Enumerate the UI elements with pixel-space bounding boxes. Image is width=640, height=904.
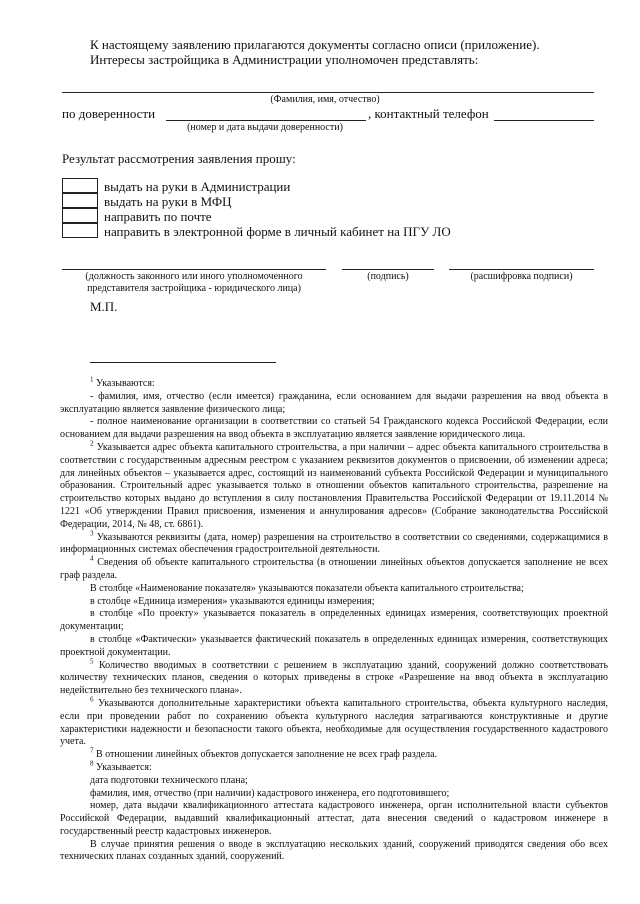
proxy-field[interactable]	[166, 120, 366, 121]
decode-caption: (расшифровка подписи)	[470, 271, 573, 282]
stamp-mark: М.П.	[90, 299, 118, 314]
signature-caption: (подпись)	[367, 271, 409, 282]
option-label-mfc: выдать на руки в МФЦ	[104, 194, 232, 209]
footnote-2: $^2$ Указывается адрес объекта капитального строительства, а при наличии – адрес объекта капитального строительства в соответствии с государственным адресным реестром с указанием реквизитов документов о присвоении, об изменении адреса; для линейных объектов – указывается адрес, состоящий из наименований субъекта Российской Федерации и муниципального образования. Строительный адрес указывается только в отношении объектов капитального строительства, разрешение на строительство которых выдано до вступления в силу постановления Правительства Российской Федерации от 19.11.2014 № 1221 «Об утверждении Правил присвоения, изменения и аннулирования адресов» (Собрание законодательства Российской Федерации, 2014, № 48, ст. 6861).	[60, 439, 609, 530]
representative-intro: Интересы застройщика в Администрации уполномочен представлять:	[90, 52, 479, 67]
footnote-separator	[90, 362, 276, 363]
name-caption: (Фамилия, имя, отчество)	[270, 94, 380, 105]
representative-name-field[interactable]	[62, 92, 594, 93]
attachments-note: К настоящему заявлению прилагаются документы согласно описи (приложение).	[90, 37, 540, 52]
footnote-3: $^3$ Указываются реквизиты (дата, номер) разрешения на строительство в соответствии со сведениями, содержащимися в информационных системах обеспечения градостроительной деятельности.	[60, 529, 609, 556]
footnote-6: $^6$ Указываются дополнительные характеристики объекта капитального строительства, объекта культурного наследия, если при проведении работ по сохранению объекта культурного наследия затрагиваются конструктивные и другие характеристики надежности и безопасности такого объекта, необходимые для осуществления государственного кадастрового учета.	[60, 695, 609, 748]
option-checkbox-administration[interactable]	[62, 178, 98, 193]
position-caption: (должность законного или иного уполномоченного представителя застройщика - юридического лица)	[85, 271, 303, 294]
footnote-1: $^1$ Указываются:	[90, 375, 155, 389]
option-checkbox-online[interactable]	[62, 223, 98, 238]
phone-field[interactable]	[494, 120, 594, 121]
signature-decode-field[interactable]	[449, 269, 594, 270]
footnote-4: $^4$ Сведения об объекте капитального строительства (в отношении линейных объектов допускается заполнение не всех граф раздела.	[60, 554, 609, 581]
position-field[interactable]	[62, 269, 326, 270]
option-label-online: направить в электронной форме в личный кабинет на ПГУ ЛО	[104, 224, 451, 239]
footnote-8: $^8$ Указывается:	[90, 759, 152, 773]
option-label-administration: выдать на руки в Администрации	[104, 179, 291, 194]
option-label-mail: направить по почте	[104, 209, 212, 224]
proxy-label: по доверенности	[62, 106, 156, 121]
proxy-caption: (номер и дата выдачи доверенности)	[187, 122, 343, 133]
option-checkbox-mfc[interactable]	[62, 193, 98, 208]
footnotes: $^1$ Указываются: - фамилия, имя, отчество (если имеется) гражданина, если основанием для выдачи разрешения на ввод объекта в эксплуатацию является заявление физического лица; - полное наименование организации в соответствии со статьей 54 Гражданского кодекса Российской Федерации, если основанием для выдачи разрешения на ввод объекта в эксплуатацию является заявление юридического лица. $^2$ Указывается адрес объекта капитального строительства, а при наличии – адрес объекта капитального строительства в соответствии с государственным адресным реестром с указанием реквизитов документов о присвоении, об изменении адреса; для линейных объектов – указывается адрес, состоящий из наименований субъекта Российской Федерации и муниципального образования. Строительный адрес указывается только в отношении объектов капитального строительства, разрешение на строительство которых выдано до вступления в силу постановления Правительства Российской Федерации от 19.11.2014 № 1221 «Об утверждении Правил присвоения, изменения и аннулирования адресов» (Собрание законодательства Российской Федерации, 2014, № 48, ст. 6861). $^3$ Указываются реквизиты (дата, номер) разрешения на строительство в соответствии со сведениями, содержащимися в информационных системах обеспечения градостроительной деятельности. $^4$ Сведения об объекте капитального строительства (в отношении линейных объектов допускается заполнение не всех граф раздела. В столбце «Наименование показателя» указываются показатели объекта капитального строительства; в столбце «Единица измерения» указываются единицы измерения; в столбце «По проекту» указывается показатель в определенных единицах измерения, соответствующих проектной документации; в столбце «Фактически» указывается фактический показатель в определенных единицах измерения, соответствующих проектной документации. $^5$ Количество вводимых в соответствии с решением в эксплуатацию зданий, сооружений должно соответствовать количеству технических планов, сведения о которых приведены в строке «Разрешение на ввод объекта в эксплуатацию недействительно без технического плана». $^6$ Указываются дополнительные характеристики объекта капитального строительства, объекта культурного наследия, если при проведении работ по сохранению объекта культурного наследия затрагиваются конструктивные и другие характеристики надежности и безопасности такого объекта, необходимые для осуществления государственного кадастрового учета. $^7$ В отношении линейных объектов допускается заполнение не всех граф раздела. $^8$ Указывается: дата подготовки технического плана; фамилия, имя, отчество (при наличии) кадастрового инженера, его подготовившего; номер, дата выдачи квалификационного аттестата кадастрового инженера, орган исполнительной власти субъектов Российской Федерации, выдавший квалификационный аттестат, дата внесения сведений о кадастровом инженере в государственный реестр кадастровых инженеров. В случае принятия решения о вводе в эксплуатацию нескольких зданий, сооружений приводятся сведения обо всех технических планах созданных зданий, сооружений.	[60, 375, 609, 863]
footnote-7: $^7$ В отношении линейных объектов допускается заполнение не всех граф раздела.	[90, 746, 438, 761]
footnote-5: $^5$ Количество вводимых в соответствии с решением в эксплуатацию зданий, сооружений должно соответствовать количеству технических планов, сведения о которых приведены в строке «Разрешение на ввод объекта в эксплуатацию недействительно без технического плана».	[60, 657, 608, 697]
option-checkbox-mail[interactable]	[62, 208, 98, 223]
signature-field[interactable]	[342, 269, 434, 270]
result-heading: Результат рассмотрения заявления прошу:	[62, 151, 296, 166]
phone-label: , контактный телефон	[368, 106, 489, 121]
